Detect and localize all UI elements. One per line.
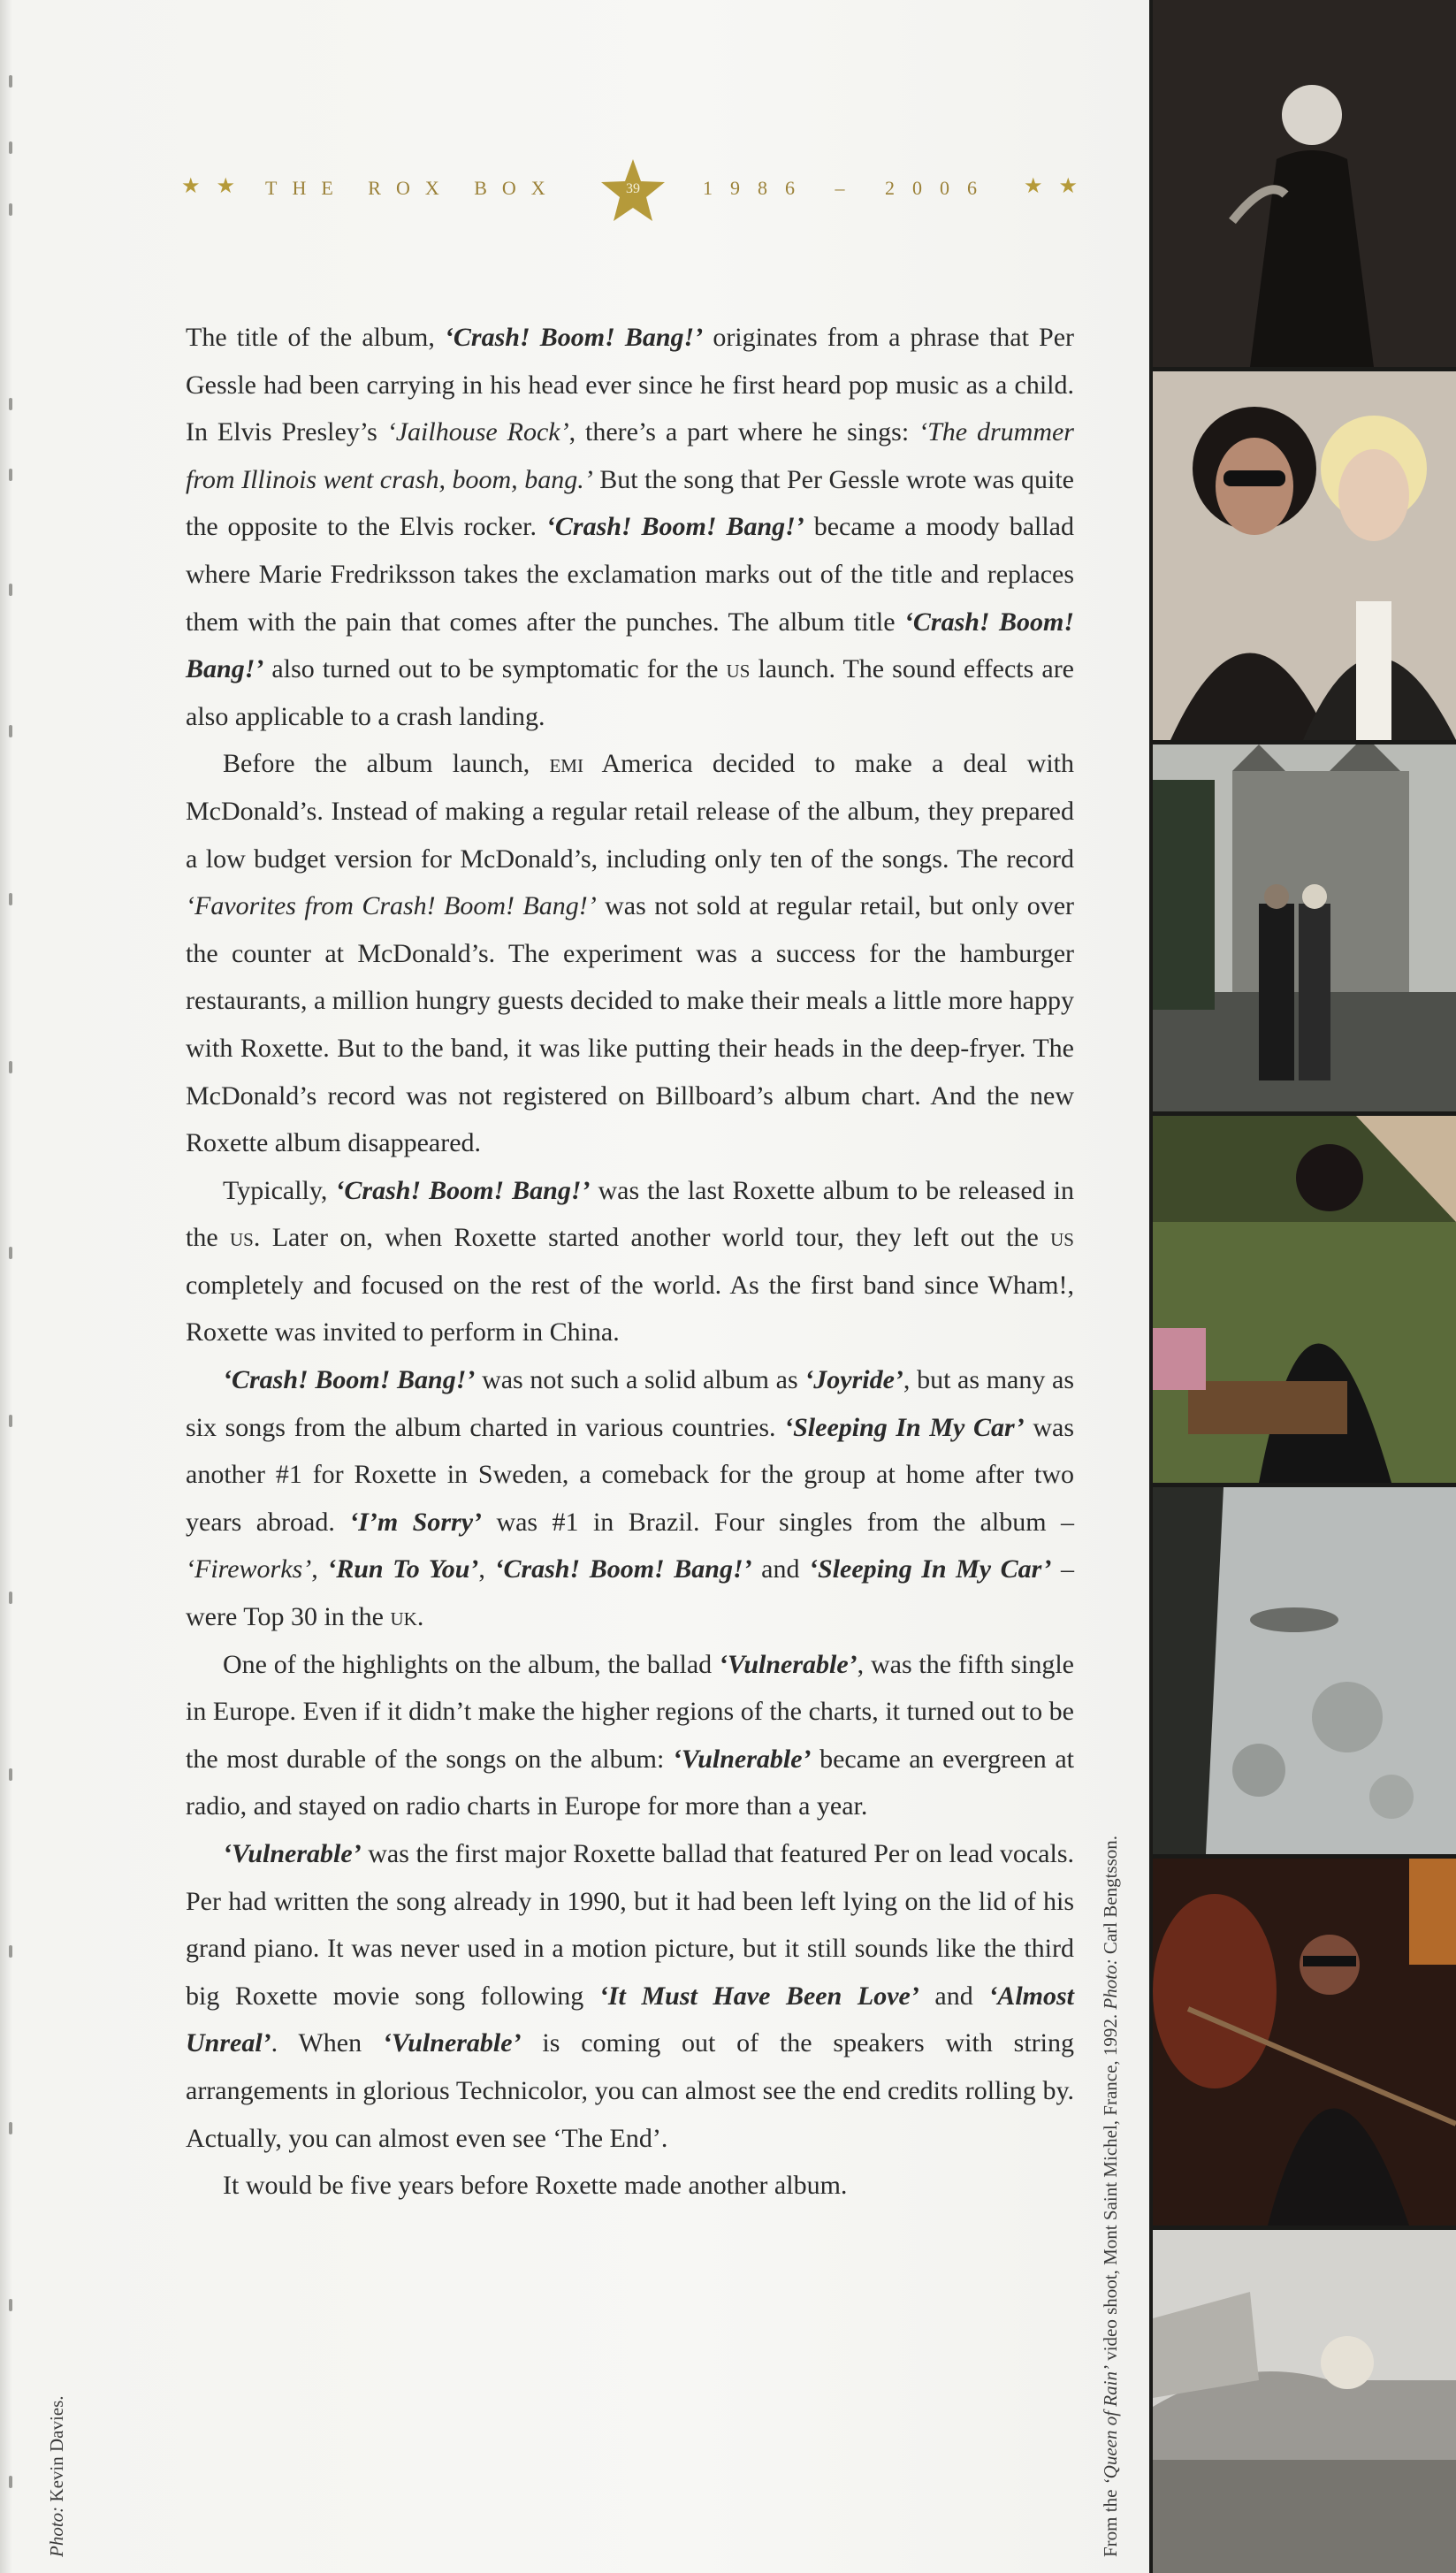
paragraph-text-run: was the last Roxette album to be released in the [186,1175,1075,1253]
paragraph-text-run: ‘Crash! Boom! Bang!’ [494,1554,752,1584]
paragraph-text-run: uk [390,1602,417,1632]
paragraph-text-run: ‘Fireworks’ [186,1554,312,1584]
paragraph-text-run: . [416,1602,424,1632]
paragraph-text-run: originates from a phrase that Per Gessle had been carrying in his head ever since he first heard pop music as a child. In Elvis Presley’s [186,323,1075,447]
paragraph-text-run: us [230,1223,254,1253]
photo-duo-portrait-sunglasses [1153,371,1456,740]
credit-right-run: ‘Queen of Rain’ [1100,2365,1121,2485]
paragraph-text-run: ‘Almost Unreal’ [186,1981,1074,2058]
paragraph-text-run: is coming out of the speakers with string arrangements in glorious Technicolor, you can almost see the end credits rolling by. Actually, you can almost even see ‘The End’. [186,2028,1074,2153]
paragraph-text-run: Before the album launch, [223,749,550,779]
photo-strip [1149,0,1456,2573]
paragraph-text-run: ‘It Must Have Been Love’ [598,1981,919,2011]
photo-caption-credit [1100,1708,1122,2557]
photo-man-playing-chess-outdoors [1153,1116,1456,1483]
paragraph-text-run: . When [271,2028,383,2058]
paragraph [186,1830,1074,2162]
header-title: THE ROX BOX [265,177,560,199]
paragraph-text-run: was the first major Roxette ballad that featured Per on lead vocals. Per had written the song already in 1990, but it had been left lying on the lid of his grand piano. It was never used in a motion picture, but it still sounds like the third big Roxette movie song following [186,1839,1074,2011]
credit-left-run: Kevin Davies. [46,2395,67,2507]
paragraph-text-run: ‘Vulnerable’ [672,1744,812,1774]
credit-left-run: Photo: [46,2506,67,2557]
paragraph-text-run: became a moody ballad where Marie Fredriksson takes the exclamation marks out of the title and replaces them with the pain that comes after the punches. The album title [186,512,1075,637]
page-number: 39 [626,181,640,196]
paragraph [186,1356,1074,1641]
paragraph-text-run: was not such a solid album as [475,1365,805,1395]
paragraph-text-run: completely and focused on the rest of the world. As the first band since Wham!, Roxette was invited to perform in China. [186,1270,1074,1348]
header-stars-right: ★ ★ [1023,175,1083,198]
paragraph [186,1167,1074,1356]
photo-duo-in-front-of-castle [1153,744,1456,1111]
paragraph-text-run: ‘Run To You’ [327,1554,479,1584]
paragraph-text-run: also turned out to be symptomatic for the [263,654,727,684]
paragraph-text-run: ‘Vulnerable’ [223,1839,362,1868]
paragraph [186,2162,1074,2210]
credit-right-run: Carl Bengtsson. [1100,1835,1121,1959]
paragraph-text-run: The title of the album, [186,323,445,352]
paragraph-text-run: , [311,1554,328,1584]
article-body [186,314,1074,2210]
header-stars-left: ★ ★ [181,175,241,198]
paragraph-text-run: and [751,1554,810,1584]
paragraph-text-run: . Later on, when Roxette started another world tour, they left out the [253,1223,1051,1253]
credit-right-run: video shoot, Mont Saint Michel, France, 1992. [1100,2009,1121,2366]
paragraph-text-run: was another #1 for Roxette in Sweden, a comeback for the group at home after two years abroad. [186,1412,1074,1537]
paragraph-text-run: was not sold at regular retail, but only over the counter at McDonald’s. The experiment was a success for the hamburger restaurants, a million hungry guests decided to make their meals a little more happy with Roxette. But to the band, it was like putting their heads in the deep-fryer. The McDonald’s record was not registered on Billboard’s album chart. And the new Roxette album disappeared. [186,891,1074,1158]
page-header [181,157,1083,228]
paragraph-text-run: , but as many as six songs from the album charted in various countries. [186,1365,1074,1442]
photo-credit-left [46,2327,68,2557]
paragraph-text-run: ‘Sleeping In My Car’ [809,1554,1052,1584]
binding-edge [9,0,18,2573]
paragraph-text-run: us [1050,1223,1074,1253]
paragraph [186,314,1074,740]
paragraph-text-run: was #1 in Brazil. Four singles from the album – [482,1507,1074,1537]
paragraph-text-run: launch. The sound effects are also applicable to a crash landing. [186,654,1075,731]
photo-woman-in-convertible-car [1153,2230,1456,2573]
paragraph-text-run: America decided to make a deal with McDonald’s. Instead of making a regular retail release of the album, they prepared a low budget version for McDonald’s, including only ten of the songs. The record [186,749,1074,874]
photo-man-playing-cello [1153,1859,1456,2226]
paragraph-text-run: ‘Sleeping In My Car’ [784,1412,1025,1442]
paragraph [186,1641,1074,1830]
paragraph-text-run: One of the highlights on the album, the ballad [223,1649,719,1679]
credit-right-run: From the [1100,2485,1121,2557]
paragraph-text-run: ‘Jailhouse Rock’ [386,417,569,447]
paragraph-text-run: ‘Favorites from Crash! Boom! Bang!’ [186,891,597,921]
paragraph-text-run: – were Top 30 in the [186,1554,1074,1632]
header-years: 1986 – 2006 [703,177,995,199]
photo-woman-dancing-dark-stage [1153,0,1456,367]
paragraph-text-run: ‘Vulnerable’ [382,2028,522,2058]
credit-right-run: Photo: [1100,1958,1121,2010]
paragraph-text-run: , [478,1554,495,1584]
paragraph-text-run: It would be five years before Roxette made another album. [223,2171,848,2201]
page-number-star-badge [599,157,667,225]
paragraph-text-run: ‘Crash! Boom! Bang!’ [223,1365,476,1395]
paragraph [186,740,1074,1166]
paragraph-text-run: and [919,1981,989,2011]
paragraph-text-run: became an evergreen at radio, and stayed on radio charts in Europe for more than a year. [186,1744,1075,1821]
paragraph-text-run: ‘Vulnerable’ [718,1649,858,1679]
paragraph-text-run: ‘Crash! Boom! Bang!’ [545,512,804,542]
paragraph-text-run: ‘The drummer from Illinois went crash, boom, bang.’ [186,417,1074,494]
paragraph-text-run: Typically, [223,1175,336,1205]
paragraph-text-run: ‘Crash! Boom! Bang!’ [335,1175,591,1205]
paragraph-text-run: , there’s a part where he sings: [568,417,919,447]
photo-swan-on-pond [1153,1487,1456,1854]
paragraph-text-run: ‘I’m Sorry’ [349,1507,483,1537]
paragraph-text-run: But the song that Per Gessle wrote was quite the opposite to the Elvis rocker. [186,464,1075,542]
paragraph-text-run: ‘Joyride’ [804,1365,903,1395]
paragraph-text-run: us [726,654,751,684]
paragraph-text-run: ‘Crash! Boom! Bang!’ [186,607,1074,684]
paragraph-text-run: , was the fifth single in Europe. Even if it didn’t make the higher regions of the charts, it turned out to be the most durable of the songs on the album: [186,1649,1074,1774]
paragraph-text-run: emi [549,749,583,779]
paragraph-text-run: ‘Crash! Boom! Bang!’ [444,323,704,352]
